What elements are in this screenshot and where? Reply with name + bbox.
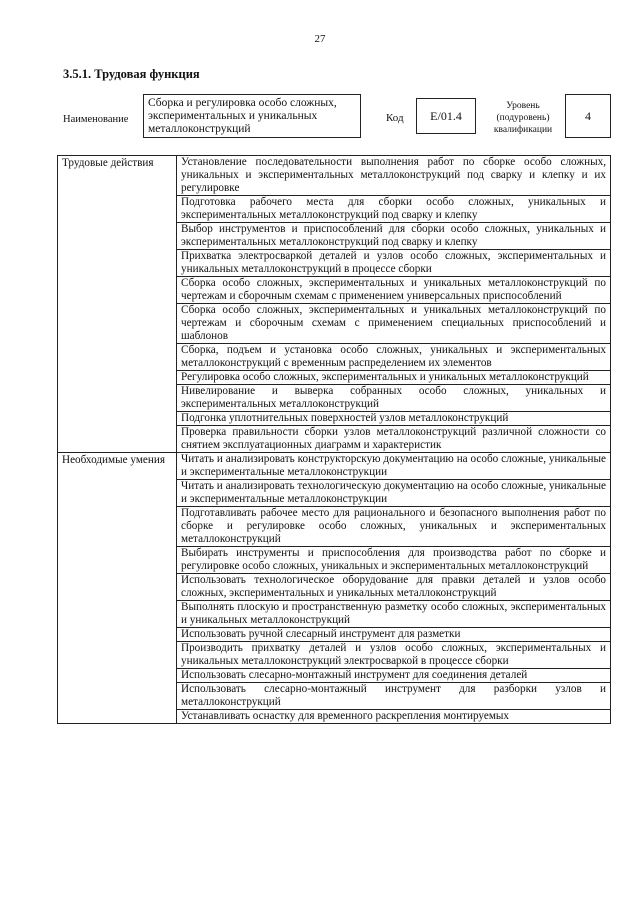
- table-cell-item: Установление последовательности выполнения работ по сборке особо сложных, уникальных и экспериментальных металлоконструкций под сварку и клепку и их регулировке: [177, 156, 611, 196]
- table-cell-item: Выбирать инструменты и приспособления для производства работ по сборке и регулировке особо сложных, уникальных и экспериментальных металлоконструкций: [177, 547, 611, 574]
- level-label: Уровень (подуровень) квалификации: [493, 101, 553, 135]
- table-cell-item: Проверка правильности сборки узлов металлоконструкций различной сложности со снятием эксплуатационных диаграмм и характеристик: [177, 426, 611, 453]
- name-label: Наименование: [63, 114, 129, 125]
- table-cell-item: Читать и анализировать технологическую документацию на особо сложные, уникальные и экспериментальные металлоконструкции: [177, 480, 611, 507]
- table-cell-item: Регулировка особо сложных, экспериментальных и уникальных металлоконструкций: [177, 371, 611, 385]
- function-table-body: [58, 156, 611, 724]
- code-box: E/01.4: [416, 98, 476, 134]
- table-cell-item: Прихватка электросваркой деталей и узлов особо сложных, экспериментальных и уникальных металлоконструкций в процессе сборки: [177, 250, 611, 277]
- table-cell-item: Выполнять плоскую и пространственную разметку особо сложных, экспериментальных и уникальных металлоконструкций: [177, 601, 611, 628]
- section-label: Необходимые умения: [58, 453, 177, 724]
- table-cell-item: Использовать слесарно-монтажный инструмент для соединения деталей: [177, 669, 611, 683]
- table-cell-item: Производить прихватку деталей и узлов особо сложных, экспериментальных и уникальных металлоконструкций электросваркой в процессе сборки: [177, 642, 611, 669]
- table-row: [58, 453, 611, 480]
- table-cell-item: Использовать ручной слесарный инструмент для разметки: [177, 628, 611, 642]
- table-row: [58, 156, 611, 196]
- table-cell-item: Использовать слесарно-монтажный инструмент для разборки узлов и металлоконструкций: [177, 683, 611, 710]
- table-cell-item: Выбор инструментов и приспособлений для сборки особо сложных, уникальных и экспериментальных металлоконструкций под сварку и клепку: [177, 223, 611, 250]
- level-box: 4: [565, 94, 611, 138]
- function-name-box: Сборка и регулировка особо сложных, экспериментальных и уникальных металлоконструкций: [143, 94, 361, 138]
- code-label: Код: [386, 112, 404, 124]
- function-table: [57, 155, 611, 724]
- table-cell-item: Нивелирование и выверка собранных особо сложных, уникальных и экспериментальных металлоконструкций: [177, 385, 611, 412]
- table-cell-item: Подготовка рабочего места для сборки особо сложных, уникальных и экспериментальных металлоконструкций под сварку и клепку: [177, 196, 611, 223]
- section-title: 3.5.1. Трудовая функция: [63, 67, 200, 81]
- table-cell-item: Сборка особо сложных, экспериментальных и уникальных металлоконструкций по чертежам и сборочным схемам с применением универсальных приспособлений: [177, 277, 611, 304]
- table-cell-item: Сборка особо сложных, экспериментальных и уникальных металлоконструкций по чертежам и сборочным схемам с применением специальных приспособлений и шаблонов: [177, 304, 611, 344]
- page-number: 27: [314, 33, 326, 45]
- table-cell-item: Использовать технологическое оборудование для правки деталей и узлов особо сложных, экспериментальных и уникальных металлоконструкций: [177, 574, 611, 601]
- table-cell-item: Подгонка уплотнительных поверхностей узлов металлоконструкций: [177, 412, 611, 426]
- table-cell-item: Устанавливать оснастку для временного раскрепления монтируемых: [177, 710, 611, 724]
- section-label: Трудовые действия: [58, 156, 177, 453]
- table-cell-item: Сборка, подъем и установка особо сложных, уникальных и экспериментальных металлоконструкций с временным распределением их элементов: [177, 344, 611, 371]
- table-cell-item: Подготавливать рабочее место для рационального и безопасного выполнения работ по сборке и регулировке особо сложных, уникальных и экспериментальных металлоконструкций: [177, 507, 611, 547]
- table-cell-item: Читать и анализировать конструкторскую документацию на особо сложные, уникальные и экспериментальные металлоконструкции: [177, 453, 611, 480]
